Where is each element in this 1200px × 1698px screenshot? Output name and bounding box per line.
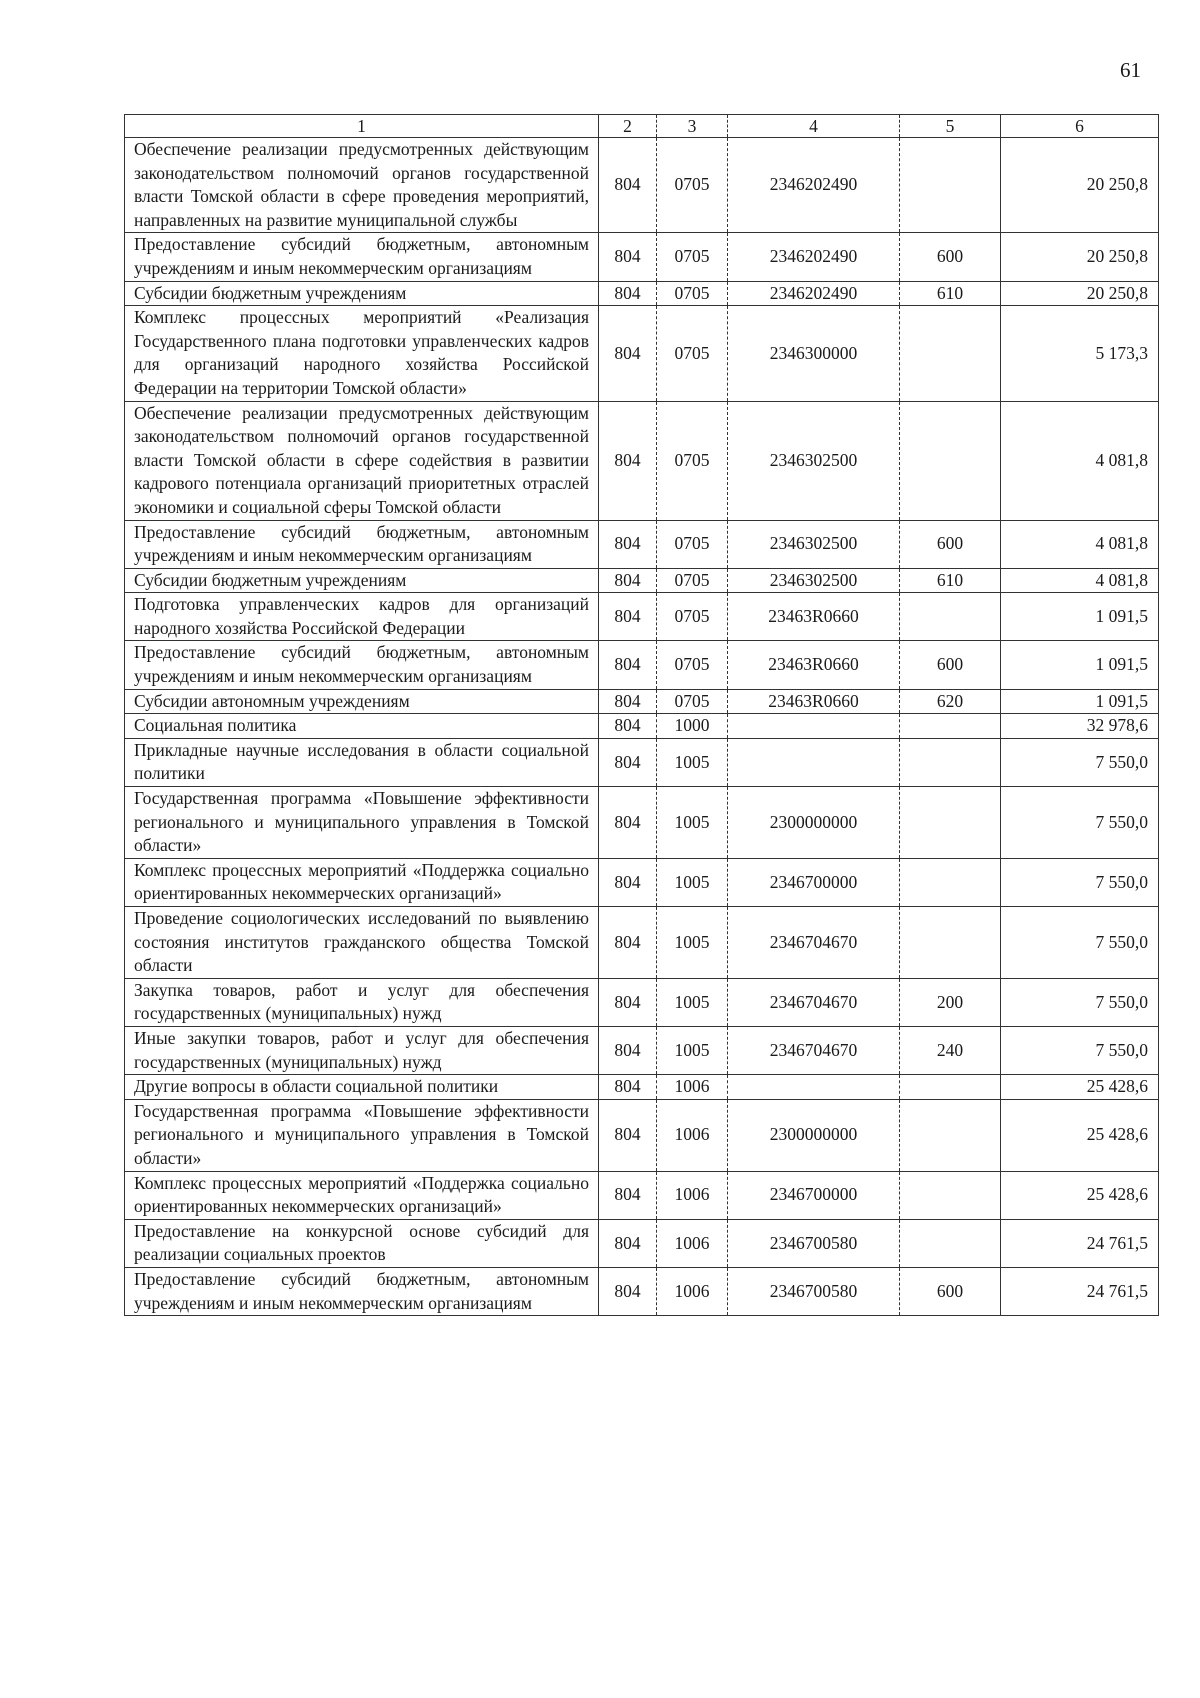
row-target-article: 2346300000 xyxy=(728,306,900,401)
table-row xyxy=(125,858,1159,906)
row-target-article: 2346302500 xyxy=(728,401,900,520)
row-expense-type xyxy=(900,401,1001,520)
row-amount: 25 428,6 xyxy=(1001,1171,1159,1219)
row-amount: 4 081,8 xyxy=(1001,568,1159,593)
row-section-code: 1005 xyxy=(657,907,728,979)
row-section-code: 0705 xyxy=(657,281,728,306)
row-amount: 20 250,8 xyxy=(1001,233,1159,281)
row-target-article xyxy=(728,1075,900,1100)
header-col-2: 2 xyxy=(599,115,657,138)
row-name: Комплекс процессных мероприятий «Поддержка социально ориентированных некоммерческих организаций» xyxy=(125,1171,599,1219)
row-ministry-code: 804 xyxy=(599,787,657,859)
row-name: Государственная программа «Повышение эффективности регионального и муниципального управления в Томской области» xyxy=(125,1099,599,1171)
row-target-article: 2300000000 xyxy=(728,787,900,859)
row-name: Обеспечение реализации предусмотренных действующим законодательством полномочий органов государственной власти Томской области в сфере проведения мероприятий, направленных на развитие муниципальной службы xyxy=(125,138,599,233)
header-col-4: 4 xyxy=(728,115,900,138)
row-target-article: 2346302500 xyxy=(728,520,900,568)
row-section-code: 0705 xyxy=(657,593,728,641)
row-section-code: 1000 xyxy=(657,714,728,739)
row-target-article: 2346704670 xyxy=(728,1026,900,1074)
row-name: Комплекс процессных мероприятий «Поддержка социально ориентированных некоммерческих организаций» xyxy=(125,858,599,906)
row-name: Предоставление субсидий бюджетным, автономным учреждениям и иным некоммерческим организациям xyxy=(125,1267,599,1315)
row-expense-type: 600 xyxy=(900,641,1001,689)
table-row xyxy=(125,1099,1159,1171)
row-section-code: 1006 xyxy=(657,1075,728,1100)
row-section-code: 0705 xyxy=(657,138,728,233)
row-expense-type: 200 xyxy=(900,978,1001,1026)
row-name: Закупка товаров, работ и услуг для обеспечения государственных (муниципальных) нужд xyxy=(125,978,599,1026)
row-target-article: 2346704670 xyxy=(728,907,900,979)
row-target-article: 2346700000 xyxy=(728,1171,900,1219)
row-ministry-code: 804 xyxy=(599,138,657,233)
row-amount: 1 091,5 xyxy=(1001,689,1159,714)
row-target-article: 2346700000 xyxy=(728,858,900,906)
row-name: Проведение социологических исследований по выявлению состояния институтов гражданского общества Томской области xyxy=(125,907,599,979)
row-amount: 24 761,5 xyxy=(1001,1219,1159,1267)
row-ministry-code: 804 xyxy=(599,738,657,786)
row-section-code: 1005 xyxy=(657,978,728,1026)
row-expense-type xyxy=(900,738,1001,786)
table-row xyxy=(125,233,1159,281)
row-section-code: 1006 xyxy=(657,1099,728,1171)
row-ministry-code: 804 xyxy=(599,1099,657,1171)
row-target-article: 23463R0660 xyxy=(728,689,900,714)
row-name: Иные закупки товаров, работ и услуг для обеспечения государственных (муниципальных) нужд xyxy=(125,1026,599,1074)
row-expense-type: 600 xyxy=(900,1267,1001,1315)
row-ministry-code: 804 xyxy=(599,1219,657,1267)
header-col-1: 1 xyxy=(125,115,599,138)
row-amount: 1 091,5 xyxy=(1001,593,1159,641)
row-target-article: 23463R0660 xyxy=(728,641,900,689)
row-amount: 25 428,6 xyxy=(1001,1075,1159,1100)
row-name: Субсидии бюджетным учреждениям xyxy=(125,281,599,306)
row-ministry-code: 804 xyxy=(599,1026,657,1074)
row-ministry-code: 804 xyxy=(599,641,657,689)
row-target-article: 2346202490 xyxy=(728,281,900,306)
table-row xyxy=(125,1026,1159,1074)
row-section-code: 0705 xyxy=(657,306,728,401)
row-amount: 7 550,0 xyxy=(1001,907,1159,979)
row-name: Подготовка управленческих кадров для организаций народного хозяйства Российской Федерации xyxy=(125,593,599,641)
row-expense-type: 600 xyxy=(900,520,1001,568)
table-row xyxy=(125,401,1159,520)
table-row xyxy=(125,714,1159,739)
row-section-code: 1005 xyxy=(657,1026,728,1074)
row-target-article: 23463R0660 xyxy=(728,593,900,641)
row-expense-type: 240 xyxy=(900,1026,1001,1074)
row-expense-type: 600 xyxy=(900,233,1001,281)
row-target-article: 2346700580 xyxy=(728,1267,900,1315)
row-target-article: 2346700580 xyxy=(728,1219,900,1267)
row-amount: 25 428,6 xyxy=(1001,1099,1159,1171)
row-target-article xyxy=(728,714,900,739)
row-ministry-code: 804 xyxy=(599,593,657,641)
row-expense-type xyxy=(900,787,1001,859)
row-amount: 5 173,3 xyxy=(1001,306,1159,401)
row-name: Прикладные научные исследования в области социальной политики xyxy=(125,738,599,786)
row-amount: 4 081,8 xyxy=(1001,401,1159,520)
row-expense-type: 610 xyxy=(900,281,1001,306)
header-col-5: 5 xyxy=(900,115,1001,138)
row-name: Предоставление субсидий бюджетным, автономным учреждениям и иным некоммерческим организациям xyxy=(125,641,599,689)
row-section-code: 0705 xyxy=(657,401,728,520)
row-section-code: 1006 xyxy=(657,1219,728,1267)
table-row xyxy=(125,568,1159,593)
row-ministry-code: 804 xyxy=(599,978,657,1026)
row-ministry-code: 804 xyxy=(599,1075,657,1100)
row-expense-type xyxy=(900,907,1001,979)
row-expense-type xyxy=(900,138,1001,233)
row-ministry-code: 804 xyxy=(599,306,657,401)
row-section-code: 0705 xyxy=(657,520,728,568)
row-expense-type xyxy=(900,858,1001,906)
row-expense-type xyxy=(900,1099,1001,1171)
row-section-code: 0705 xyxy=(657,641,728,689)
row-section-code: 1005 xyxy=(657,787,728,859)
row-name: Другие вопросы в области социальной политики xyxy=(125,1075,599,1100)
row-amount: 24 761,5 xyxy=(1001,1267,1159,1315)
page-number: 61 xyxy=(1120,58,1141,82)
table-row xyxy=(125,907,1159,979)
row-ministry-code: 804 xyxy=(599,233,657,281)
row-expense-type xyxy=(900,593,1001,641)
row-section-code: 0705 xyxy=(657,568,728,593)
row-ministry-code: 804 xyxy=(599,520,657,568)
row-amount: 7 550,0 xyxy=(1001,1026,1159,1074)
row-ministry-code: 804 xyxy=(599,568,657,593)
table-row xyxy=(125,641,1159,689)
table-body xyxy=(125,138,1159,1316)
row-expense-type xyxy=(900,1075,1001,1100)
row-target-article xyxy=(728,738,900,786)
row-amount: 20 250,8 xyxy=(1001,138,1159,233)
row-amount: 32 978,6 xyxy=(1001,714,1159,739)
header-row xyxy=(125,115,1159,138)
table-row xyxy=(125,1267,1159,1315)
row-ministry-code: 804 xyxy=(599,858,657,906)
row-amount: 7 550,0 xyxy=(1001,978,1159,1026)
row-ministry-code: 804 xyxy=(599,689,657,714)
row-amount: 7 550,0 xyxy=(1001,858,1159,906)
table-row xyxy=(125,281,1159,306)
table-row xyxy=(125,138,1159,233)
row-name: Государственная программа «Повышение эффективности регионального и муниципального управления в Томской области» xyxy=(125,787,599,859)
table-row xyxy=(125,1171,1159,1219)
row-amount: 7 550,0 xyxy=(1001,738,1159,786)
row-ministry-code: 804 xyxy=(599,281,657,306)
row-expense-type: 610 xyxy=(900,568,1001,593)
row-section-code: 1005 xyxy=(657,858,728,906)
table-row xyxy=(125,689,1159,714)
row-section-code: 1006 xyxy=(657,1267,728,1315)
table-row xyxy=(125,593,1159,641)
row-expense-type: 620 xyxy=(900,689,1001,714)
row-section-code: 1006 xyxy=(657,1171,728,1219)
row-expense-type xyxy=(900,1171,1001,1219)
row-expense-type xyxy=(900,1219,1001,1267)
row-target-article: 2300000000 xyxy=(728,1099,900,1171)
row-ministry-code: 804 xyxy=(599,1171,657,1219)
row-section-code: 0705 xyxy=(657,689,728,714)
row-section-code: 0705 xyxy=(657,233,728,281)
table-row xyxy=(125,1219,1159,1267)
row-ministry-code: 804 xyxy=(599,907,657,979)
row-name: Субсидии автономным учреждениям xyxy=(125,689,599,714)
row-target-article: 2346302500 xyxy=(728,568,900,593)
row-target-article: 2346704670 xyxy=(728,978,900,1026)
table-row xyxy=(125,306,1159,401)
row-section-code: 1005 xyxy=(657,738,728,786)
table-row xyxy=(125,520,1159,568)
row-name: Комплекс процессных мероприятий «Реализация Государственного плана подготовки управленческих кадров для организаций народного хозяйства Российской Федерации на территории Томской области» xyxy=(125,306,599,401)
row-target-article: 2346202490 xyxy=(728,233,900,281)
row-name: Предоставление субсидий бюджетным, автономным учреждениям и иным некоммерческим организациям xyxy=(125,233,599,281)
table-row xyxy=(125,978,1159,1026)
row-amount: 7 550,0 xyxy=(1001,787,1159,859)
row-amount: 20 250,8 xyxy=(1001,281,1159,306)
row-amount: 1 091,5 xyxy=(1001,641,1159,689)
table-row xyxy=(125,738,1159,786)
row-target-article: 2346202490 xyxy=(728,138,900,233)
table-header xyxy=(125,115,1159,138)
row-name: Предоставление на конкурсной основе субсидий для реализации социальных проектов xyxy=(125,1219,599,1267)
table-row xyxy=(125,1075,1159,1100)
budget-table xyxy=(124,114,1159,1316)
header-col-6: 6 xyxy=(1001,115,1159,138)
row-amount: 4 081,8 xyxy=(1001,520,1159,568)
row-ministry-code: 804 xyxy=(599,401,657,520)
row-expense-type xyxy=(900,306,1001,401)
row-name: Обеспечение реализации предусмотренных действующим законодательством полномочий органов государственной власти Томской области в сфере содействия в развитии кадрового потенциала организаций приоритетных отраслей экономики и социальной сферы Томской области xyxy=(125,401,599,520)
row-name: Социальная политика xyxy=(125,714,599,739)
row-ministry-code: 804 xyxy=(599,714,657,739)
table-row xyxy=(125,787,1159,859)
row-ministry-code: 804 xyxy=(599,1267,657,1315)
row-name: Субсидии бюджетным учреждениям xyxy=(125,568,599,593)
row-name: Предоставление субсидий бюджетным, автономным учреждениям и иным некоммерческим организациям xyxy=(125,520,599,568)
row-expense-type xyxy=(900,714,1001,739)
header-col-3: 3 xyxy=(657,115,728,138)
